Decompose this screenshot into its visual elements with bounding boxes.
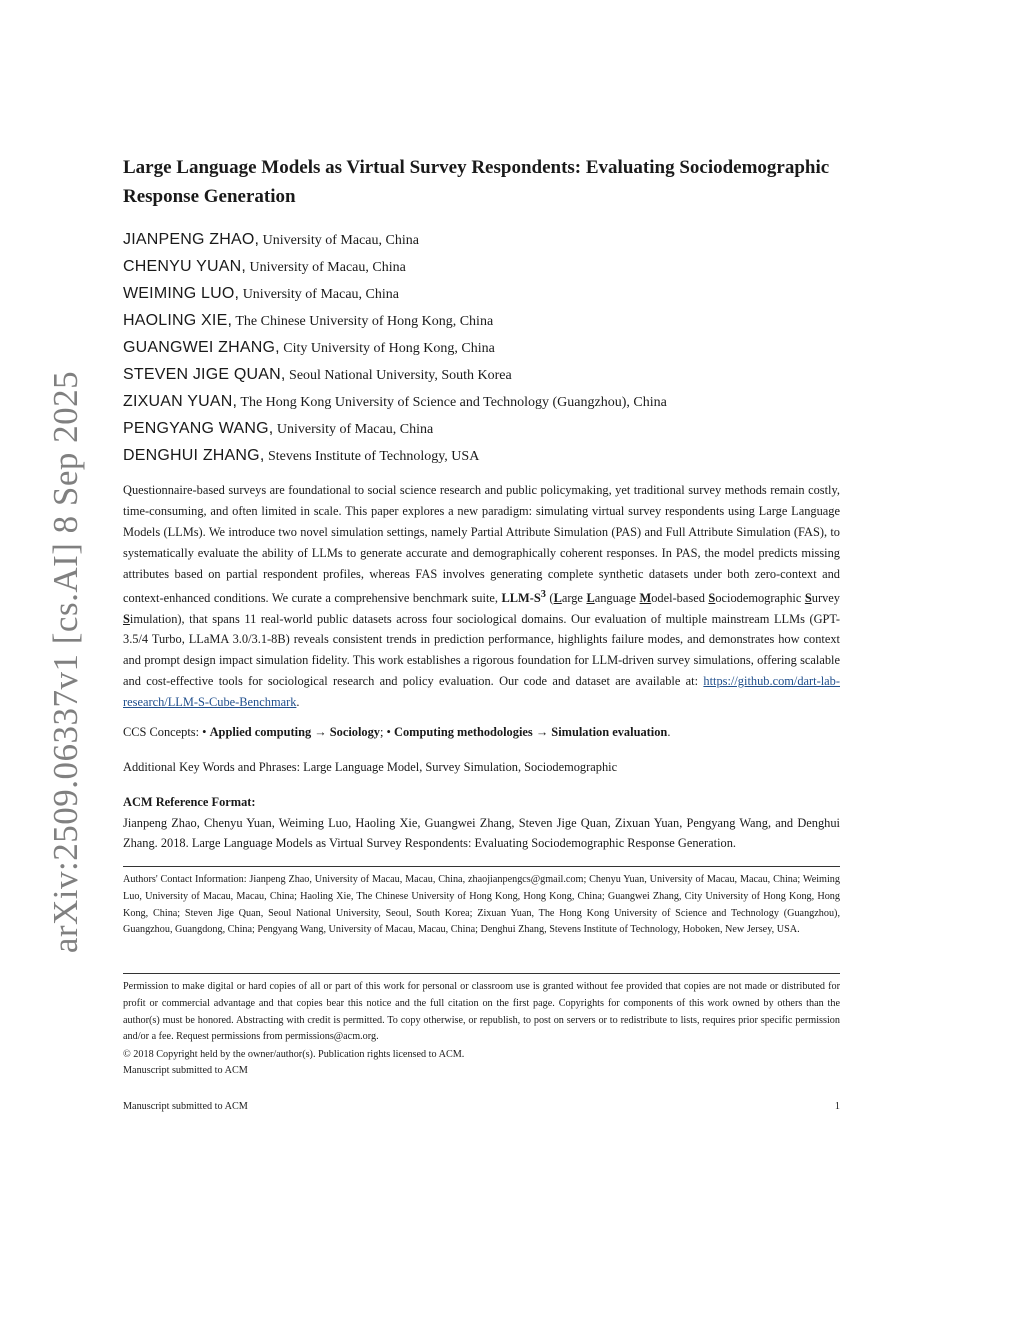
acronym-rest: arge [561,590,587,605]
ccs-concepts [123,722,840,742]
acronym-letter: L [586,590,595,605]
abstract-text: ), that spans 11 real-world public datasets across four sociological domains. Our evaluation of multiple mainstream LLMs (GPT-3.5/4 Turbo, LLaMA 3.0/3.1-8B) reveals consistent trends in prediction performance, highlights failure modes, and demonstrates how context and prompt design impact simulation fidelity. This work establishes a rigorous foundation for LLM-driven survey simulations, offering scalable and cost-effective tools for sociological research and policy evaluation. Our code and dataset are available at: [123,611,840,689]
author-name: HAOLING XIE, [123,312,233,329]
author-name: STEVEN JIGE QUAN, [123,366,286,383]
author-affiliation: University of Macau, China [239,287,399,302]
acronym-rest: odel-based [651,590,709,605]
divider [123,866,840,867]
benchmark-superscript: 3 [540,588,546,600]
acm-reference [123,792,840,854]
acronym-rest: ociodemographic [715,590,805,605]
abstract: Questionnaire-based surveys are foundational to social science research and public policymaking, yet traditional survey methods remain costly, time-consuming, and often limited in scale. This paper explores a new paradigm: simulating virtual survey respondents using Large Language Models (LLMs). We introduce two novel simulation settings, namely Partial Attribute Simulation (PAS) and Full Attribute Simulation (FAS), to systematically evaluate the ability of LLMs to generate accurate and demographically coherent responses. In PAS, the model predicts missing attributes based on partial respondent profiles, whereas FAS involves generating complete synthetic datasets under both zero-context and context-enhanced conditions. We curate a comprehensive benchmark suite, LLM-$S^3$ (Large Language Model-based Sociodemographic Survey Simulation), that spans 11 real-world public datasets across four sociological domains. Our evaluation of multiple mainstream LLMs (GPT-3.5/4 Turbo, LLaMA 3.0/3.1-8B) reveals consistent trends in prediction performance, highlights failure modes, and demonstrates how context and prompt design impact simulation fidelity. This work establishes a rigorous foundation for LLM-driven survey simulations, offering scalable and cost-effective tools for sociological research and policy evaluation. Our code and dataset are available at: https://github.com/dart-lab-research/LLM-S-Cube-Benchmark. [123,483,840,710]
acronym-letter: M [639,590,652,605]
abstract-end: . [296,695,300,710]
author-entry [123,415,863,442]
benchmark-name [501,588,546,605]
acronym-rest: imulation [129,611,178,626]
author-entry [123,226,863,253]
acronym-rest: anguage [594,590,640,605]
author-entry [123,334,863,361]
acronym-letter: S [804,590,812,605]
benchmark-name-text: LLM-S [501,590,541,605]
manuscript-note: Manuscript submitted to ACM [123,1065,248,1076]
author-affiliation: University of Macau, China [259,233,419,248]
ccs-separator: ; • [380,725,394,739]
ccs-label: CCS Concepts: • [123,725,210,739]
author-name: WEIMING LUO, [123,285,240,302]
author-affiliation: City University of Hong Kong, China [279,341,495,356]
author-contact-info: Authors' Contact Information: Jianpeng Zhao, University of Macau, Macau, China, zhaojianpengcs@gmail.com; Chenyu Yuan, University of Macau, Macau, China; Weiming Luo, University of Macau, Macau, China; Haoling Xie, The Chinese University of Hong Kong, Hong Kong, China; Guangwei Zhang, City University of Hong Kong, Hong Kong, China; Steven Jige Quan, Seoul National University, Seoul, South Korea; Zixuan Yuan, The Hong Kong University of Science and Technology (Guangzhou), Guangzhou, Guangdong, China; Pengyang Wang, University of Macau, Macau, China; Denghui Zhang, Stevens Institute of Technology, Hoboken, New Jersey, USA. [123,874,840,936]
author-affiliation: Seoul National University, South Korea [285,368,512,383]
paper-title: Large Language Models as Virtual Survey Respondents: Evaluating Sociodemographic Response Generation [123,157,830,207]
ccs-concept: Applied computing → Sociology [209,725,381,739]
page-number: 1 [834,1101,840,1112]
acronym-letter: S [708,590,716,605]
author-affiliation: The Hong Kong University of Science and Technology (Guangzhou), China [237,395,667,410]
author-name: CHENYU YUAN, [123,258,247,275]
acm-reference-heading: ACM Reference Format: [123,795,256,809]
author-affiliation: University of Macau, China [273,422,434,437]
author-affiliation: Stevens Institute of Technology, USA [264,449,480,464]
author-name: JIANPENG ZHAO, [123,231,260,248]
author-entry [123,442,863,469]
author-entry [123,361,863,388]
ccs-end: . [667,725,671,739]
author-entry [123,388,863,415]
acronym-letter: S [123,611,130,626]
code-repository-link[interactable]: https://github.com/dart-lab-research/LLM-S-Cube-Benchmark [123,674,840,710]
acm-reference-text: Jianpeng Zhao, Chenyu Yuan, Weiming Luo, Haoling Xie, Guangwei Zhang, Steven Jige Quan, Zixuan Yuan, Pengyang Wang, and Denghui Zhang. 2018. Large Language Models as Virtual Survey Respondents: Evaluating Sociodemographic Response Generation. [123,815,840,850]
author-list [123,226,863,469]
divider [123,973,840,974]
author-affiliation: University of Macau, China [246,260,406,275]
keywords: Additional Key Words and Phrases: Large Language Model, Survey Simulation, Sociodemographic [123,760,618,774]
acronym-rest: urvey [811,590,840,605]
arxiv-identifier: arXiv:2509.06337v1 [cs.AI] 8 Sep 2025 [46,370,85,954]
acronym-letter: L [553,590,562,605]
author-affiliation: The Chinese University of Hong Kong, China [232,314,494,329]
copyright-notice: © 2018 Copyright held by the owner/author(s). Publication rights licensed to ACM. [123,1049,465,1060]
author-name: PENGYANG WANG, [123,420,274,437]
author-entry [123,253,863,280]
abstract-text: Questionnaire-based surveys are foundational to social science research and public policymaking, yet traditional survey methods remain costly, time-consuming, and often limited in scale. This paper explores a new paradigm: simulating virtual survey respondents using Large Language Models (LLMs). We introduce two novel simulation settings, namely Partial Attribute Simulation (PAS) and Full Attribute Simulation (FAS), to systematically evaluate the ability of LLMs to generate accurate and demographically coherent responses. In PAS, the model predicts missing attributes based on partial respondent profiles, whereas FAS involves generating complete synthetic datasets under both zero-context and context-enhanced conditions. We curate a comprehensive benchmark suite, [123,483,840,605]
author-name: DENGHUI ZHANG, [123,447,265,464]
ccs-concept: Computing methodologies → Simulation evaluation [394,725,668,739]
permission-notice: Permission to make digital or hard copies of all or part of this work for personal or classroom use is granted without fee provided that copies are not made or distributed for profit or commercial advantage and that copies bear this notice and the full citation on the first page. Copyrights for components of this work owned by others than the author(s) must be honored. Abstracting with credit is permitted. To copy otherwise, or republish, to post on servers or to redistribute to lists, requires prior specific permission and/or a fee. Request permissions from permissions@acm.org. [123,981,840,1043]
author-entry [123,280,863,307]
footer-manuscript-note: Manuscript submitted to ACM [123,1101,248,1112]
author-name: GUANGWEI ZHANG, [123,339,280,356]
author-name: ZIXUAN YUAN, [123,393,238,410]
author-entry [123,307,863,334]
